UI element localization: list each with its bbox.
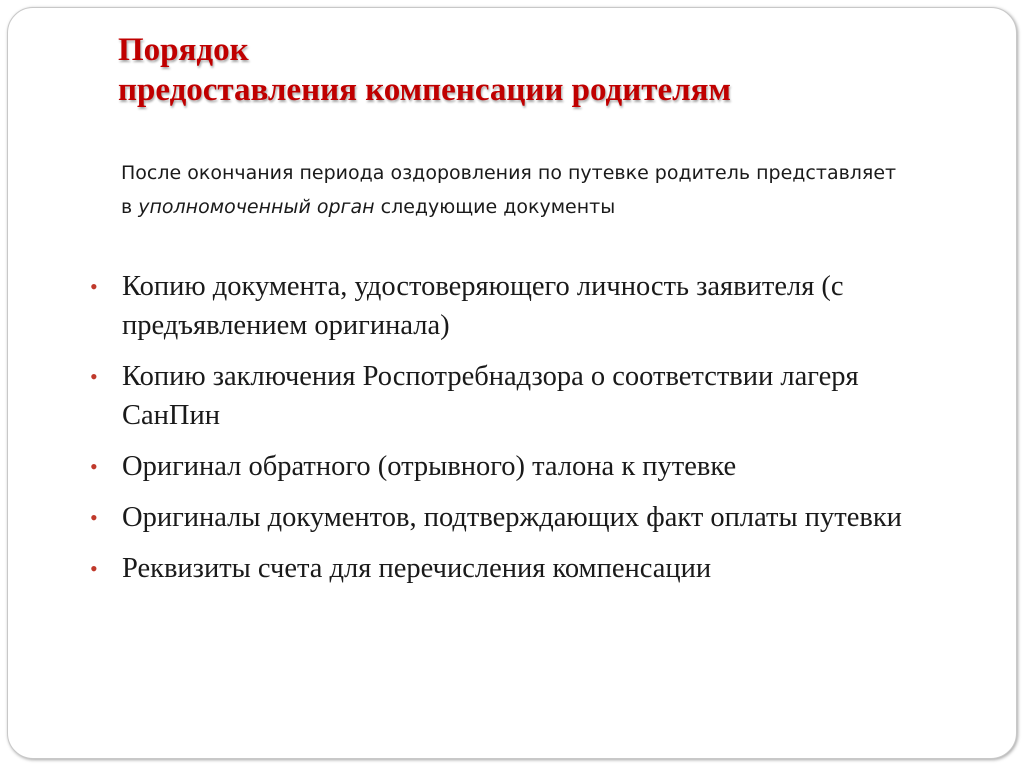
list-item-text: Оригиналы документов, подтверждающих факт оплаты путевки (122, 502, 902, 533)
bullet-icon: • (90, 556, 98, 581)
list-item-text: Реквизиты счета для перечисления компенсации (122, 553, 712, 584)
list-item-text: Копию документа, удостоверяющего личность заявителя (с предъявлением оригинала) (122, 271, 844, 341)
title-line-1: Порядок (118, 32, 249, 68)
list-item-text: Копию заключения Роспотребнадзора о соответствии лагеря СанПин (122, 361, 859, 431)
intro-text-before: После окончания периода оздоровления по путевке родитель представляет в (121, 162, 897, 218)
list-item (90, 267, 950, 345)
bullet-icon: • (90, 364, 98, 389)
title-line-2: предоставления компенсации родителям (118, 72, 731, 108)
intro-paragraph (121, 156, 901, 224)
intro-text-after: следующие документы (374, 196, 616, 218)
document-list (90, 267, 950, 600)
bullet-icon: • (90, 454, 98, 479)
list-item (90, 549, 950, 588)
list-item (90, 447, 950, 486)
list-item (90, 357, 950, 435)
slide-title (118, 30, 938, 110)
bullet-icon: • (90, 274, 98, 299)
intro-emphasis: уполномоченный орган (138, 196, 375, 218)
list-item (90, 498, 950, 537)
bullet-icon: • (90, 505, 98, 530)
list-item-text: Оригинал обратного (отрывного) талона к путевке (122, 451, 737, 482)
